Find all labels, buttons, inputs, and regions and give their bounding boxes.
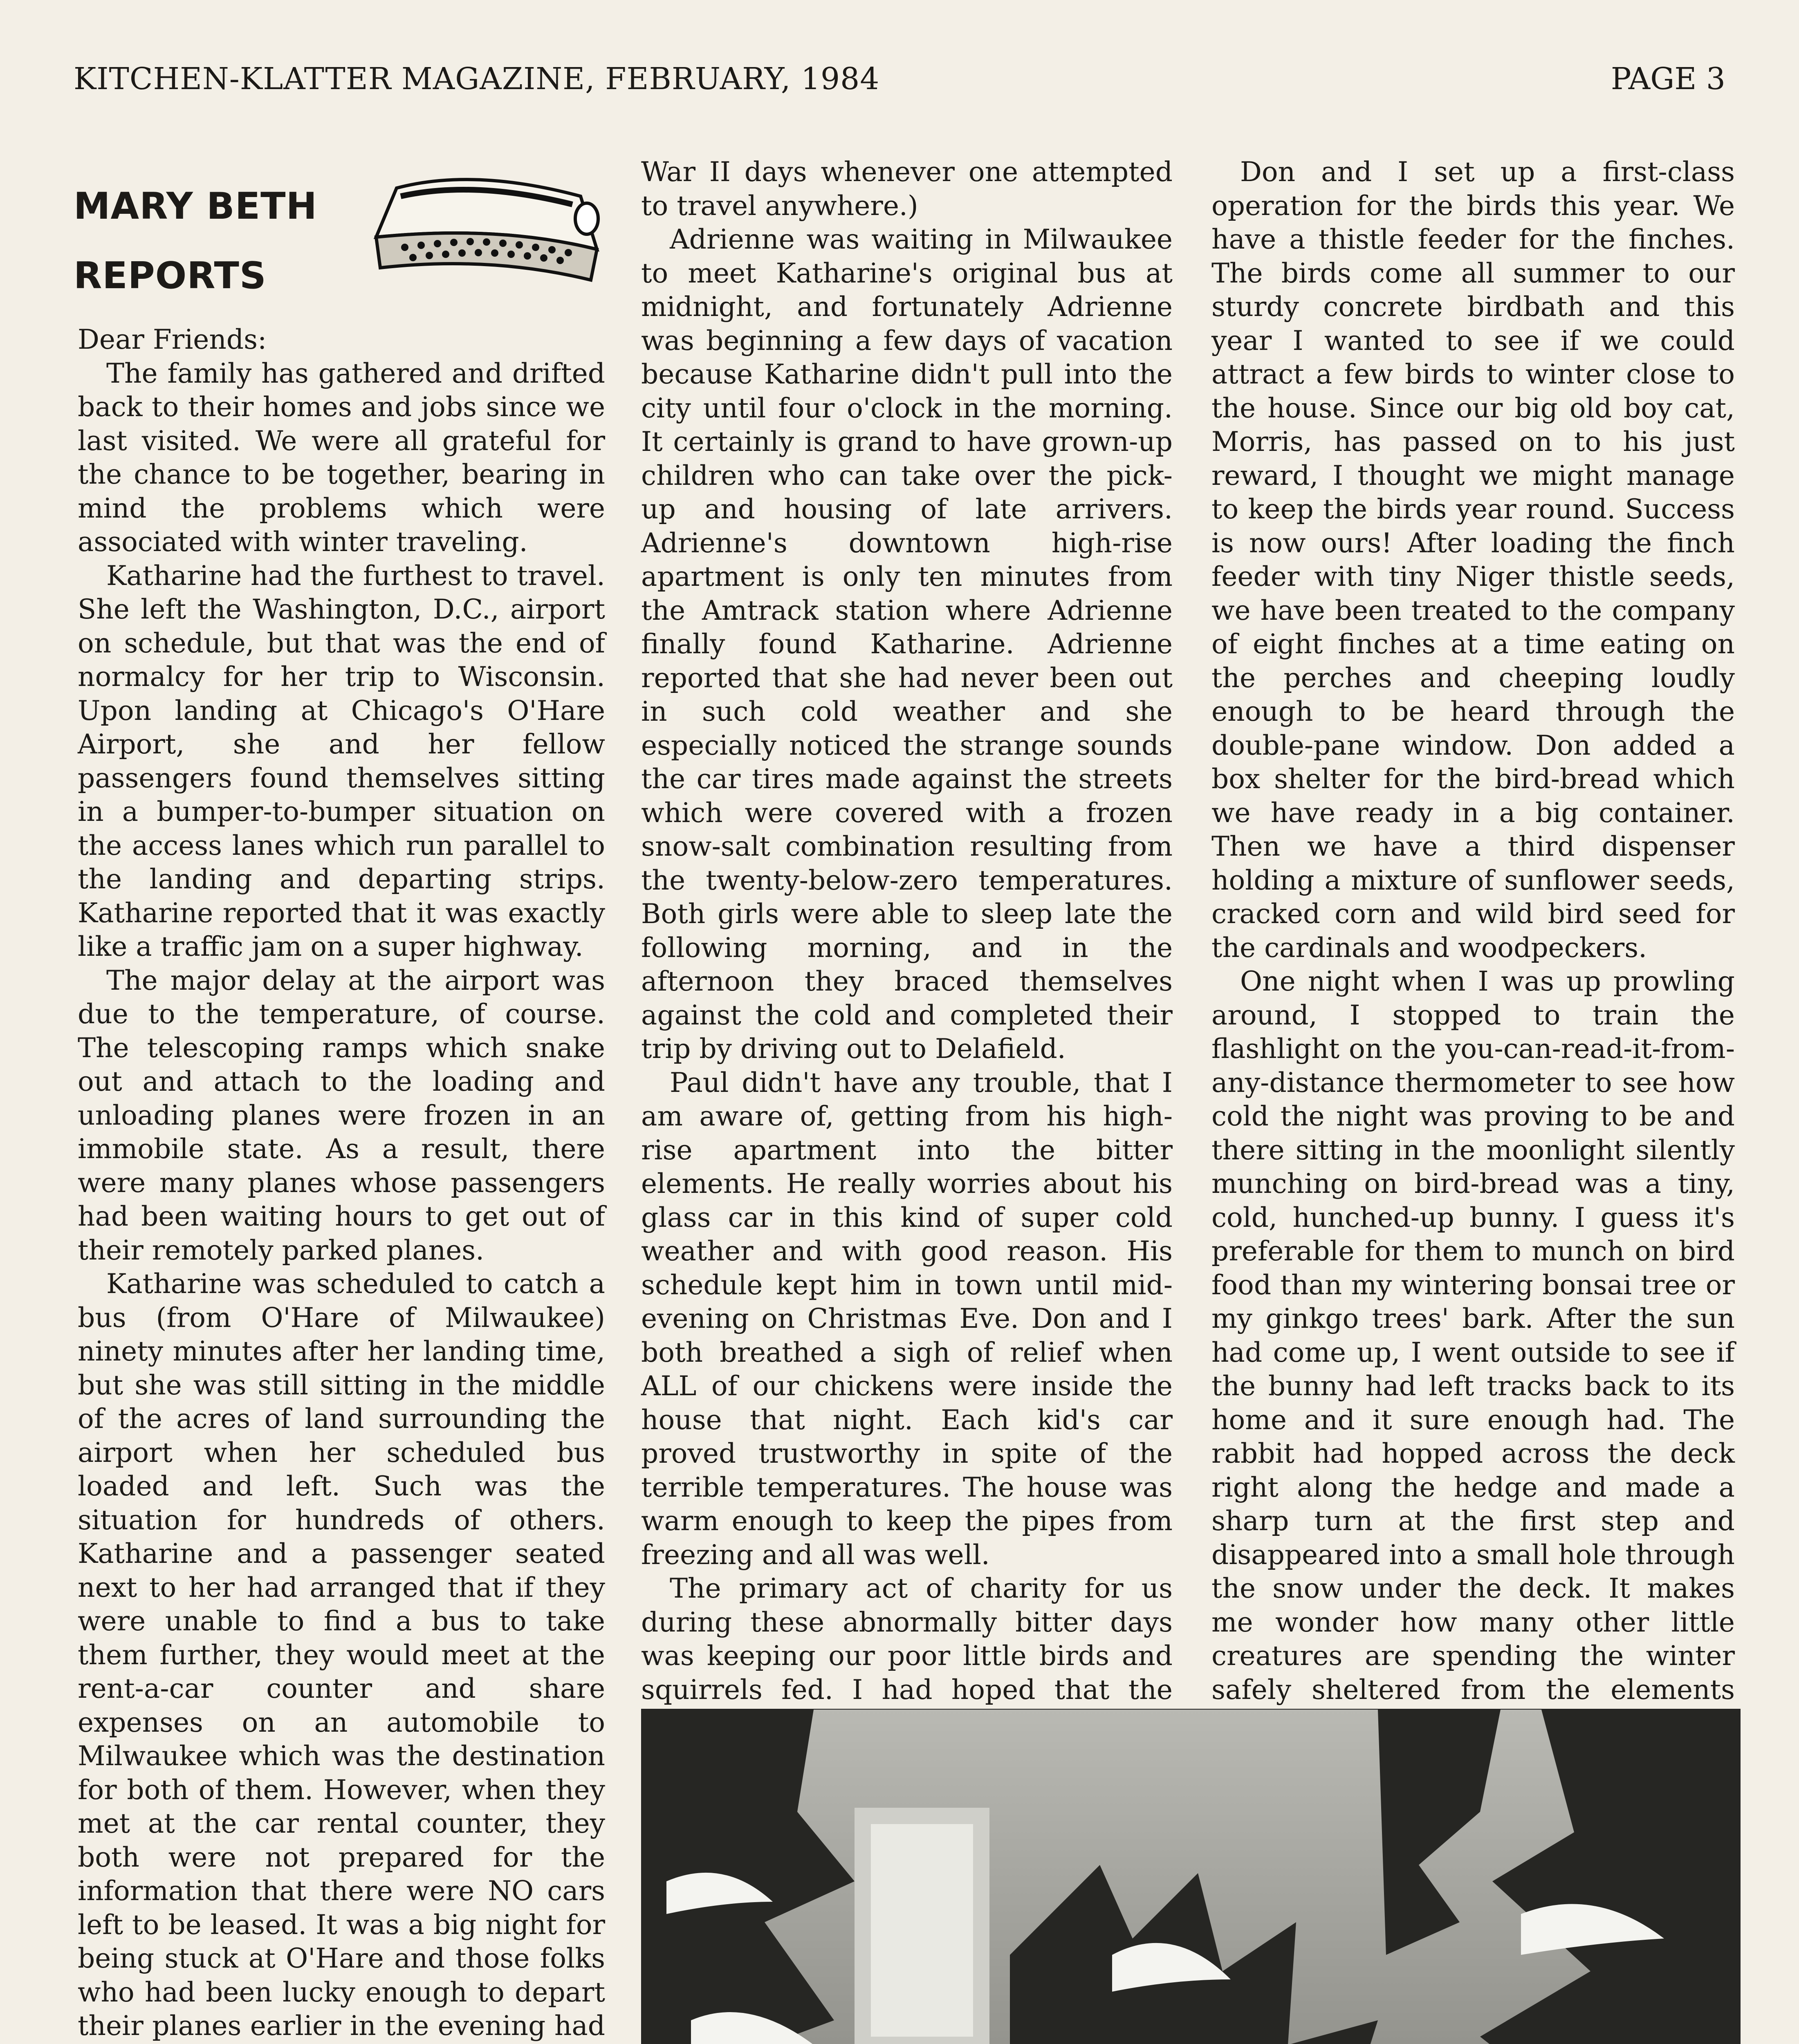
paragraph: One night when I was up prowling around, I stopped to train the flashlight on the you-can-read-it-from-any-distance thermometer to see how cold the night was proving to be and there sitting in the moonlight silently munching on bird-bread was a tiny, cold, hunched-up bunny. I guess it's preferable for them to munch on bird food than my wintering bonsai tree or my ginkgo trees' bark. After the sun had come up, I went outside to see if the bunny had left tracks back to its home and it sure enough had. The rabbit had hopped across the deck right along the hedge and made a sharp turn at the first step and disappeared into a small hole through the snow under the deck. It makes me wonder how many other little creatures are spending the winter safely sheltered from the elements bbox=[1211, 966, 1735, 1706]
snow-photo bbox=[641, 1709, 1741, 2044]
salutation: Dear Friends: bbox=[78, 324, 267, 355]
paragraph: Paul didn't have any trouble, that I am aware of, getting from his high-rise apartment into the bitter elements. He really worries about his glass car in this kind of super cold weather and with good reason. His schedule kept him in town until mid-evening on Christmas Eve. Don and I both breathed a sigh of relief when ALL of our chickens were inside the house that night. Each kid's car proved trustworthy in spite of the terrible temperatures. The house was warm enough to keep the pipes from freezing and all was well. bbox=[641, 1067, 1173, 1571]
paragraph-continuation: War II days whenever one attempted to travel anywhere.) bbox=[641, 156, 1173, 222]
snowy-fir-trees-image bbox=[642, 1710, 1740, 2044]
page-header bbox=[74, 61, 1725, 106]
typewriter-icon bbox=[352, 172, 605, 294]
paragraph: The primary act of charity for us during these abnormally bitter days was keeping our poor little birds and squirrels fed. I had hoped that the bbox=[641, 1573, 1173, 1706]
paragraph: Don and I set up a first-class operation for the birds this year. We have a thistle feeder for the finches. The birds come all summer to our sturdy concrete birdbath and this year I wanted to see if we could attract a few birds to winter close to the house. Since our big old boy cat, Morris, has passed on to his just reward, I thought we might manage to keep the birds year round. Success is now ours! After loading the finch feeder with tiny Niger thistle seeds, we have been treated to the company of eight finches at a time eating on the perches and cheeping loudly enough to be heard through the double-pane window. Don added a box shelter for the bird-bread which we have ready in a big container. Then we have a third dispenser holding a mixture of sunflower seeds, cracked corn and wild bird seed for the cardinals and woodpeckers. bbox=[1211, 156, 1735, 964]
column-2 bbox=[641, 155, 1173, 1706]
paragraph: The major delay at the airport was due to the temperature, of course. The telescoping ramps which snake out and attach to the loading and unloading planes were frozen in an immobile state. As a result, there were many planes whose passengers had been waiting hours to get out of their remotely parked planes. bbox=[78, 964, 605, 1266]
paragraph: Katharine was scheduled to catch a bus (from O'Hare of Milwaukee) ninety minutes after her landing time, but she was still sitting in the middle of the acres of land surrounding the airport when her scheduled bus loaded and left. Such was the situation for hundreds of others. Katharine and a passenger seated next to her had arranged that if they were unable to find a bus to take them further, they would meet at the rent-a-car counter and share expenses on an automobile to Milwaukee which was the destination for both of them. However, when they met at the car rental counter, they both were not prepared for the information that there were NO cars left to be leased. It was a big night for being stuck at O'Hare and those folks who had been lucky enough to depart their planes earlier in the evening had bbox=[78, 1268, 605, 2042]
paragraph: The family has gathered and drifted back to their homes and jobs since we last visited. We were all grateful for the chance to be together, bearing in mind the problems which were associated with winter traveling. bbox=[78, 357, 605, 558]
column-3 bbox=[1211, 155, 1735, 1706]
article-title-line-1: MARY BETH bbox=[74, 185, 317, 228]
article-title-line-2: REPORTS bbox=[74, 254, 267, 297]
paragraph: Adrienne was waiting in Milwaukee to meet Katharine's original bus at midnight, and fortunately Adrienne was beginning a few days of vacation because Katharine didn't pull into the city until four o'clock in the morning. It certainly is grand to have grown-up children who can take over the pick-up and housing of late arrivers. Adrienne's downtown high-rise apartment is only ten minutes from the Amtrack station where Adrienne finally found Katharine. Adrienne reported that she had never been out in such cold weather and she especially noticed the strange sounds the car tires made against the streets which were covered with a frozen snow-salt combination resulting from the twenty-below-zero temperatures. Both girls were able to sleep late the following morning, and in the afternoon they braced themselves against the cold and completed their trip by driving out to Delafield. bbox=[641, 224, 1173, 1065]
column-1 bbox=[78, 323, 605, 2044]
article-heading bbox=[74, 172, 613, 315]
paragraph: Katharine had the furthest to travel. She left the Washington, D.C., airport on schedule, but that was the end of normalcy for her trip to Wisconsin. Upon landing at Chicago's O'Hare Airport, she and her fellow passengers found themselves sitting in a bumper-to-bumper situation on the access lanes which run parallel to the landing and departing strips. Katharine reported that it was exactly like a traffic jam on a super highway. bbox=[78, 560, 605, 962]
page-number: PAGE 3 bbox=[1611, 61, 1725, 96]
magazine-masthead: KITCHEN-KLATTER MAGAZINE, FEBRUARY, 1984 bbox=[74, 61, 880, 96]
